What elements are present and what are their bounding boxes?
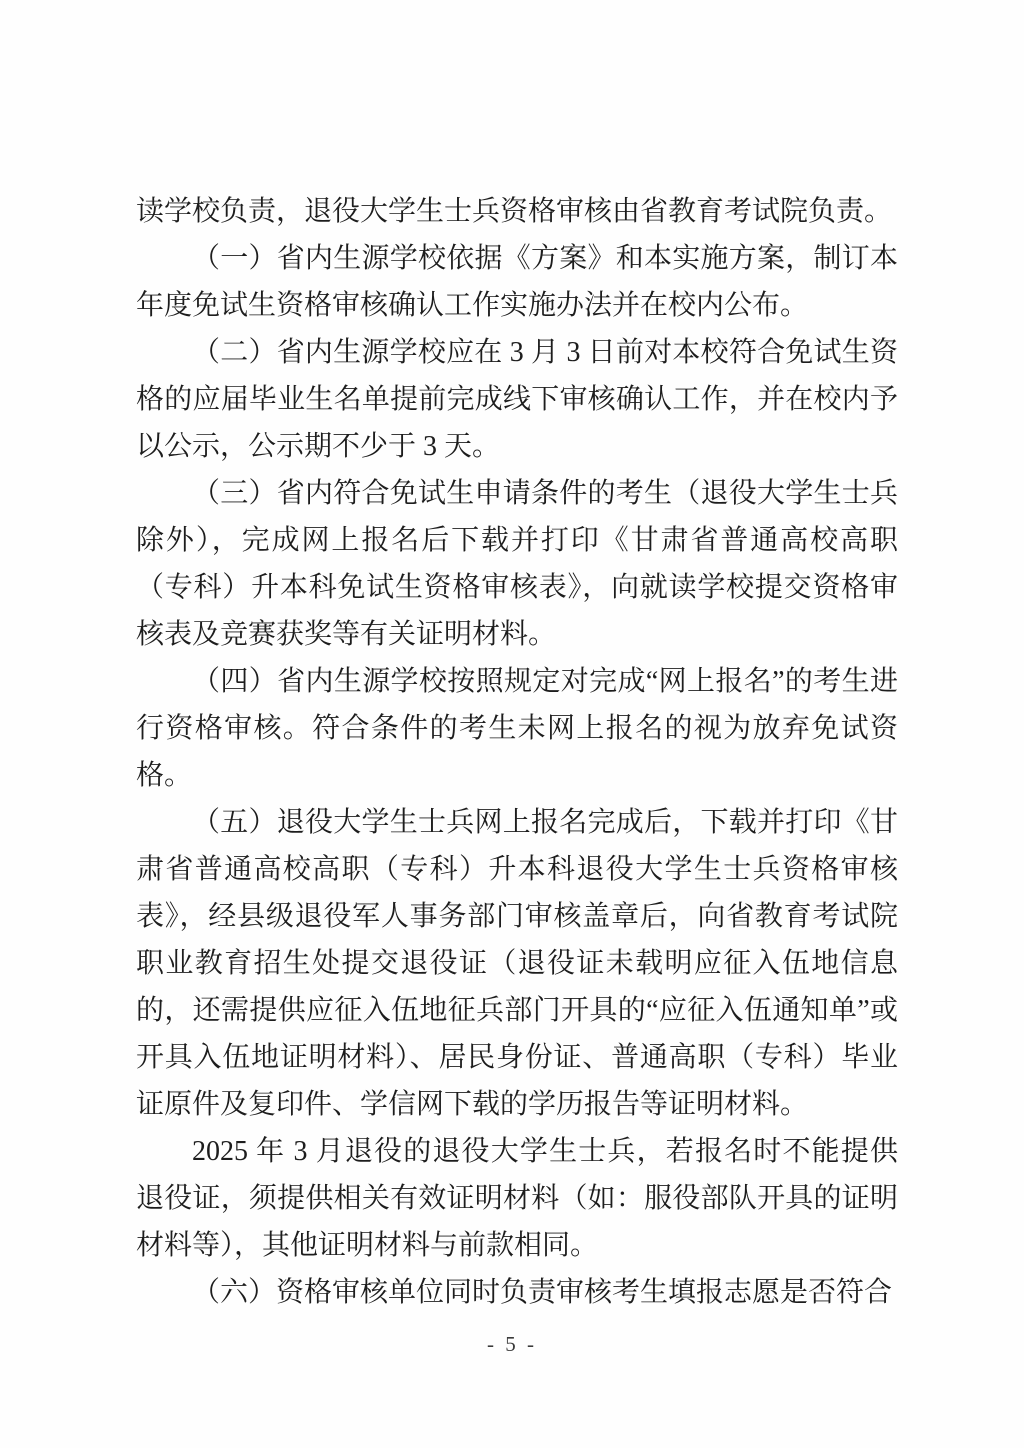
paragraph-continuation: 读学校负责，退役大学生士兵资格审核由省教育考试院负责。 <box>136 196 893 227</box>
document-body <box>136 188 898 1316</box>
paragraph-item-2: （二）省内生源学校应在 3 月 3 日前对本校符合免试生资格的应届毕业生名单提前完成线下审核确认工作，并在校内予以公示，公示期不少于 3 天。 <box>136 337 898 462</box>
paragraph-item-4: （四）省内生源学校按照规定对完成“网上报名”的考生进行资格审核。符合条件的考生未网上报名的视为放弃免试资格。 <box>136 666 898 791</box>
paragraph-item-3: （三）省内符合免试生申请条件的考生（退役大学生士兵除外），完成网上报名后下载并打印《甘肃省普通高校高职（专科）升本科免试生资格审核表》，向就读学校提交资格审核表及竞赛获奖等有关证明材料。 <box>136 478 898 650</box>
paragraph-item-6: （六）资格审核单位同时负责审核考生填报志愿是否符合 <box>192 1277 893 1308</box>
page-number: - 5 - <box>487 1332 537 1356</box>
paragraph-item-5: （五）退役大学生士兵网上报名完成后，下载并打印《甘肃省普通高校高职（专科）升本科退役大学生士兵资格审核表》，经县级退役军人事务部门审核盖章后，向省教育考试院职业教育招生处提交退役证（退役证未载明应征入伍地信息的，还需提供应征入伍地征兵部门开具的“应征入伍通知单”或开具入伍地证明材料）、居民身份证、普通高职（专科）毕业证原件及复印件、学信网下载的学历报告等证明材料。 <box>136 807 898 1120</box>
page-footer <box>0 1332 1024 1357</box>
paragraph-item-1: （一）省内生源学校依据《方案》和本实施方案，制订本年度免试生资格审核确认工作实施办法并在校内公布。 <box>136 243 898 321</box>
paragraph-note-2025: 2025 年 3 月退役的退役大学生士兵，若报名时不能提供退役证，须提供相关有效证明材料（如：服役部队开具的证明材料等），其他证明材料与前款相同。 <box>136 1136 898 1261</box>
